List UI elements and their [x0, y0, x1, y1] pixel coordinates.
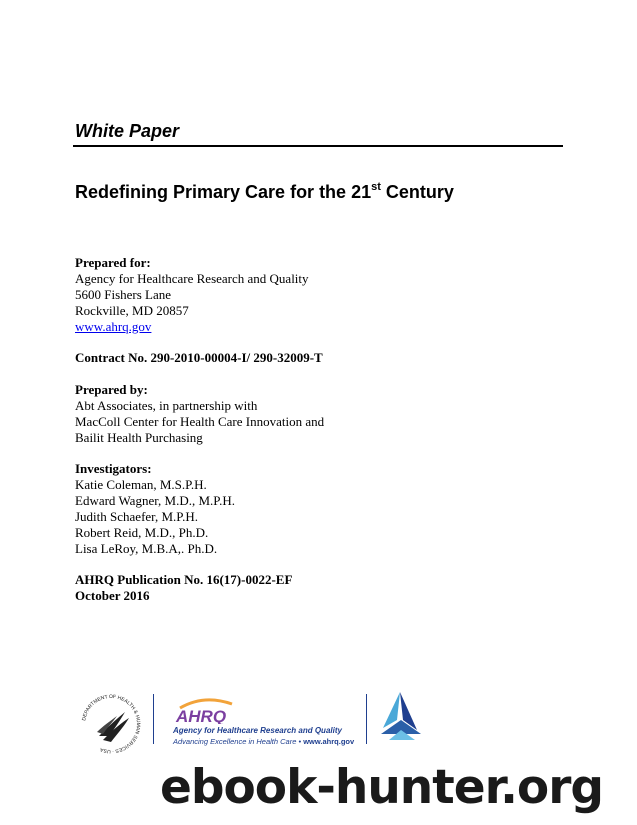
document-type: White Paper [75, 121, 180, 141]
logo-divider [366, 694, 367, 744]
logo-divider [153, 694, 154, 744]
investigators-block [75, 461, 235, 557]
ahrq-website-link[interactable]: www.ahrq.gov [75, 319, 152, 334]
prepared-by-line: Bailit Health Purchasing [75, 430, 203, 445]
prepared-for-block [75, 255, 309, 335]
prepared-by-line: MacColl Center for Health Care Innovation and [75, 414, 325, 429]
title-main: Redefining Primary Care for the 21 [75, 182, 372, 202]
svg-text:DEPARTMENT OF HEALTH & HUMAN S: DEPARTMENT OF HEALTH & HUMAN SERVICES · USA [81, 693, 142, 755]
ahrq-tagline-line: Advancing Excellence in Health Care • www.ahrq.gov [173, 737, 355, 746]
prepared-for-line: Rockville, MD 20857 [75, 303, 189, 318]
ahrq-tagline: Advancing Excellence in Health Care [173, 737, 297, 746]
contract-number: Contract No. 290-2010-00004-I/ 290-32009-T [75, 350, 323, 365]
prepared-for-line: Agency for Healthcare Research and Quality [75, 271, 309, 286]
prepared-by-line: Abt Associates, in partnership with [75, 398, 258, 413]
title-rule [73, 145, 563, 147]
investigator-name: Katie Coleman, M.S.P.H. [75, 477, 207, 492]
prepared-by-block [75, 382, 324, 446]
publication-block [75, 572, 292, 604]
ahrq-logo [174, 698, 250, 724]
prepared-for-line: 5600 Fishers Lane [75, 287, 172, 302]
publication-number: AHRQ Publication No. 16(17)-0022-EF [75, 572, 293, 587]
investigator-name: Robert Reid, M.D., Ph.D. [75, 525, 209, 540]
triangle-logo [375, 690, 425, 744]
investigator-name: Edward Wagner, M.D., M.P.H. [75, 493, 235, 508]
ahrq-agency-name: Agency for Healthcare Research and Quality [173, 726, 342, 735]
watermark: ebook-hunter.org [160, 760, 604, 815]
title-tail: Century [380, 182, 454, 202]
investigator-name: Judith Schaefer, M.P.H. [75, 509, 198, 524]
svg-text:AHRQ: AHRQ [176, 707, 227, 724]
ahrq-url: www.ahrq.gov [303, 737, 355, 746]
hhs-seal-logo [79, 692, 143, 756]
investigators-heading: Investigators: [75, 461, 152, 476]
prepared-by-heading: Prepared by: [75, 382, 148, 397]
publication-date: October 2016 [75, 588, 150, 603]
investigator-name: Lisa LeRoy, M.B.A,. Ph.D. [75, 541, 218, 556]
prepared-for-heading: Prepared for: [75, 255, 151, 270]
title-superscript: st [371, 181, 381, 193]
page-title [75, 182, 454, 203]
